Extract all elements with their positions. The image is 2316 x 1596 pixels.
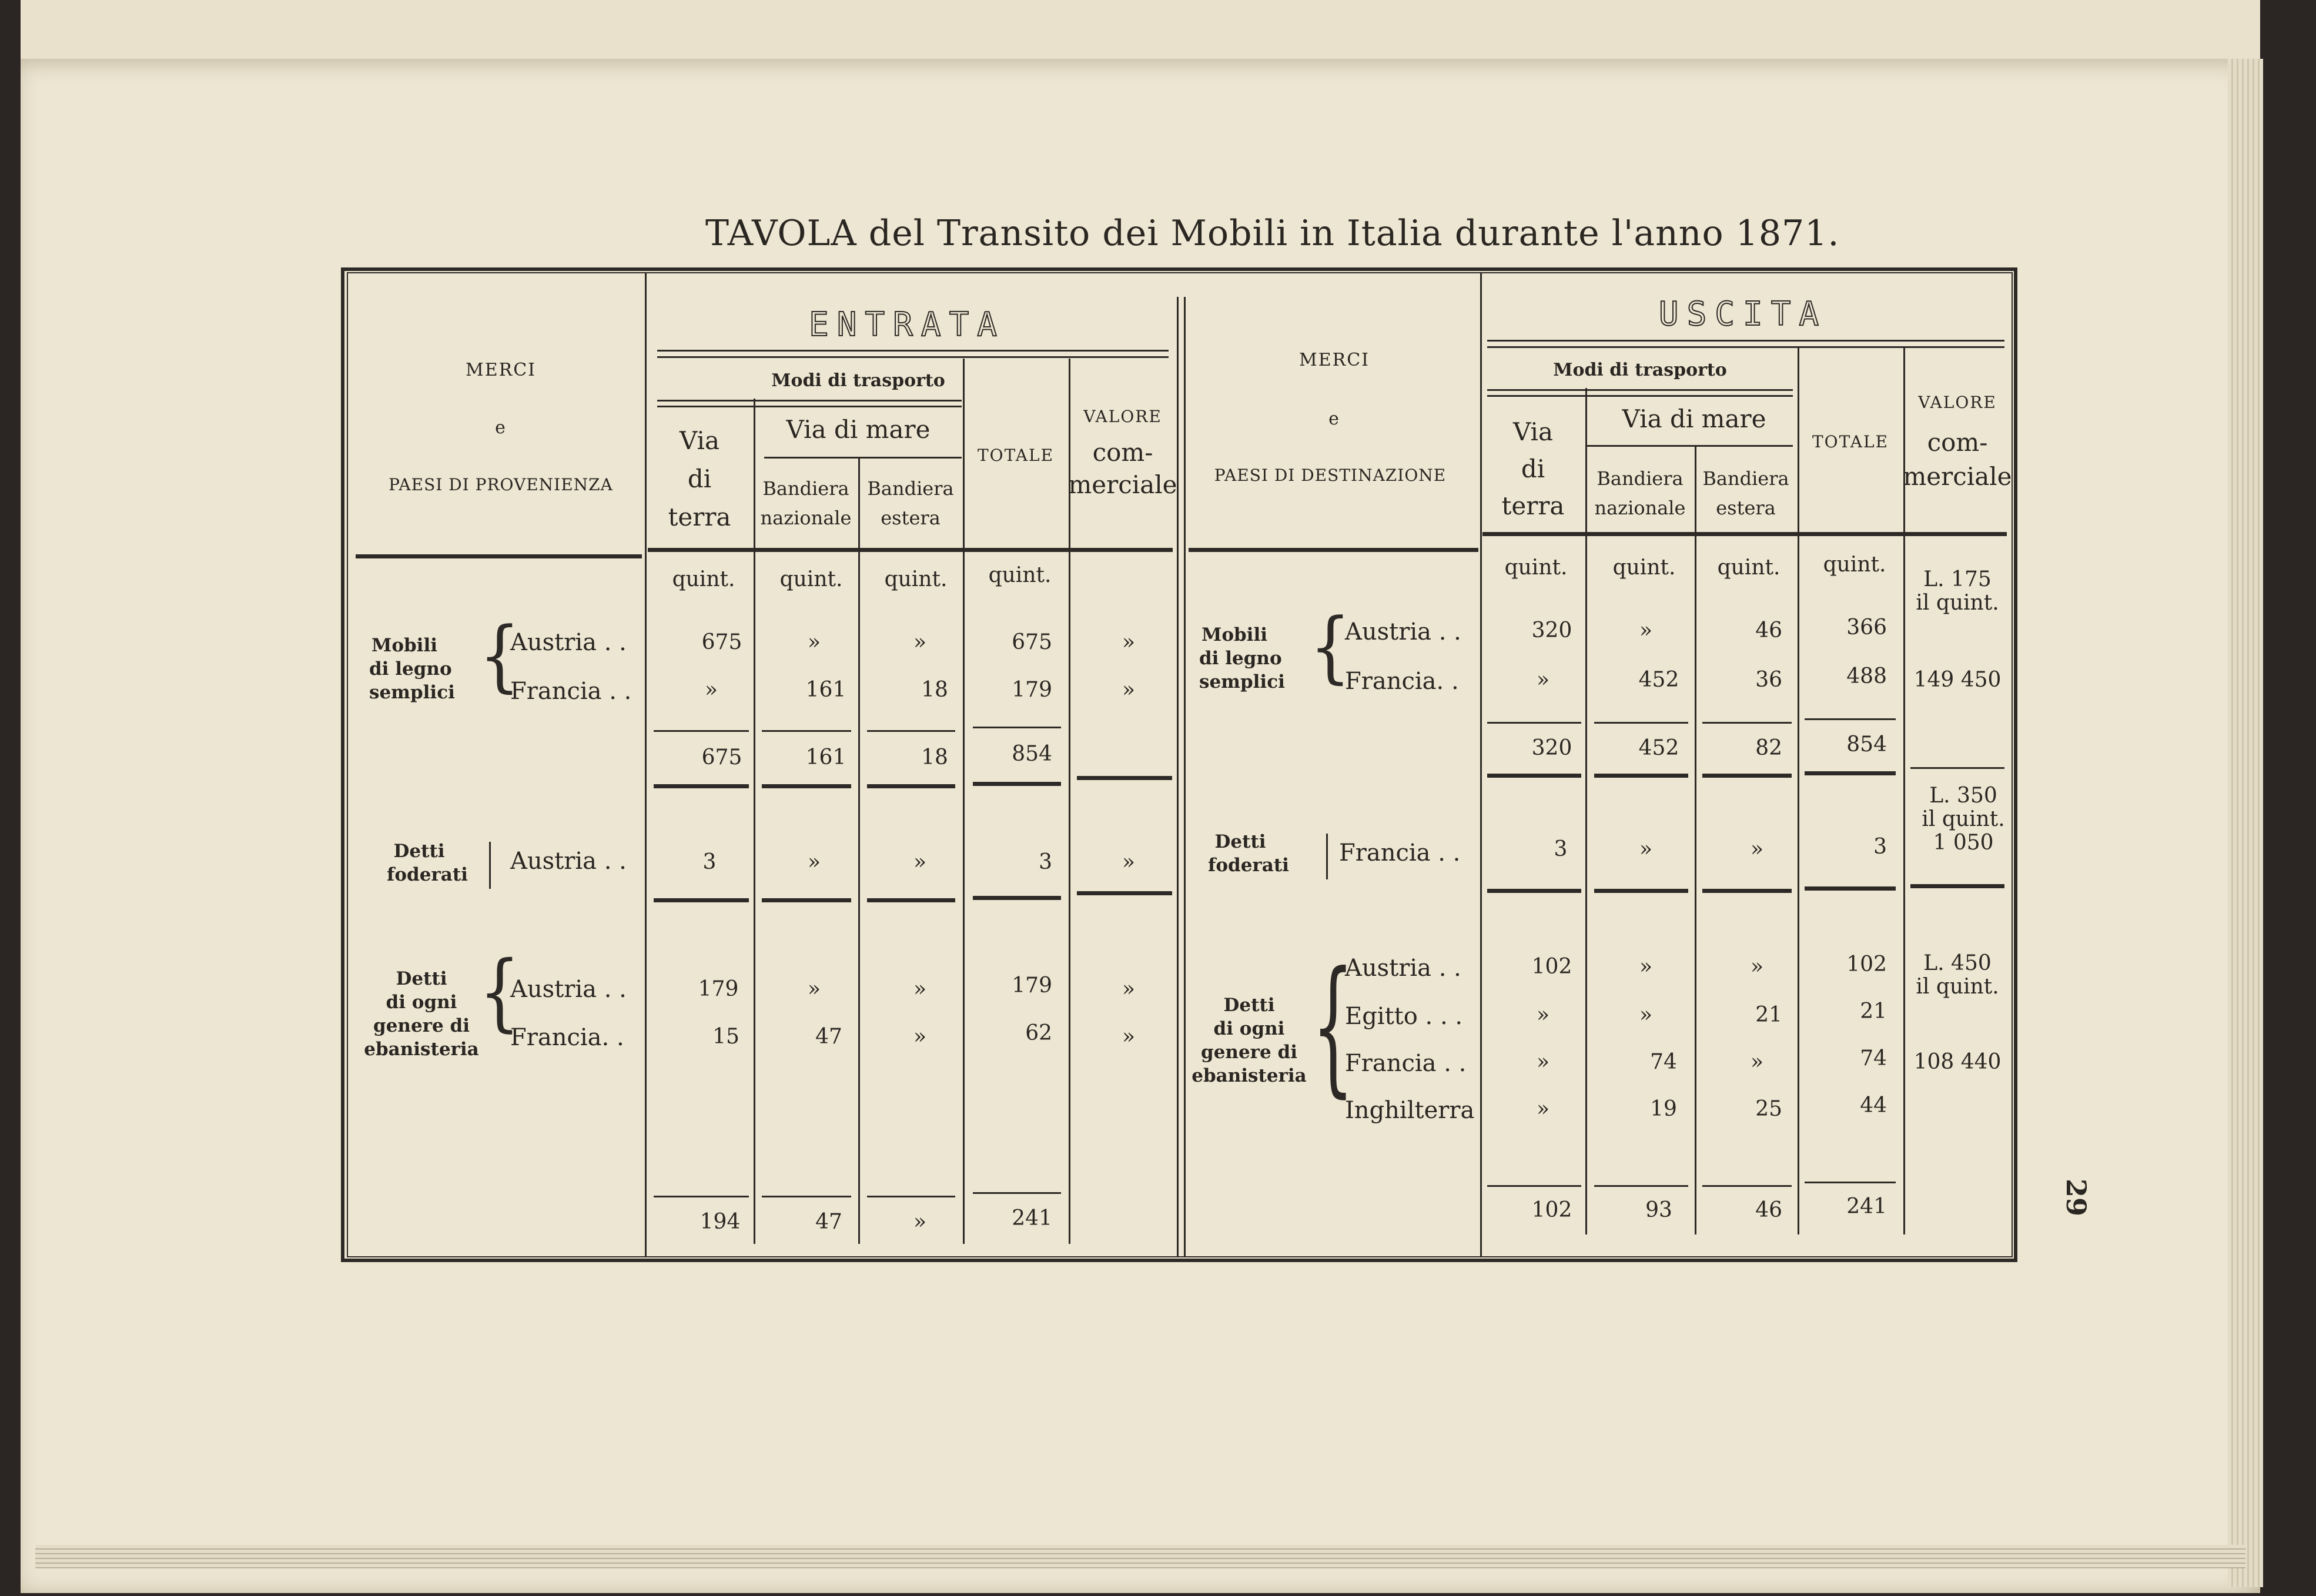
unit-label: quint. bbox=[1717, 556, 1780, 580]
country-label: Francia. . bbox=[1345, 668, 1459, 695]
country-label: Austria . . bbox=[510, 976, 627, 1003]
section-rule bbox=[1594, 889, 1688, 893]
cell-terra: 3 bbox=[702, 850, 717, 874]
country-label: Inghilterra bbox=[1345, 1097, 1475, 1124]
subtotal-est: 82 bbox=[1755, 736, 1782, 760]
totale-label: TOTALE bbox=[977, 446, 1055, 465]
subtotal-est: 46 bbox=[1755, 1198, 1782, 1222]
sum-rule bbox=[1702, 722, 1792, 724]
subtotal-terra: 675 bbox=[701, 745, 742, 769]
valore-amount: 108 440 bbox=[1913, 1050, 2002, 1074]
group-foderati-label: Detti foderati bbox=[387, 841, 468, 885]
subtotal-terra: 194 bbox=[700, 1210, 741, 1234]
cell-tot: 62 bbox=[1025, 1021, 1052, 1045]
unit-label: quint. bbox=[884, 567, 948, 591]
cell-est: » bbox=[913, 850, 927, 874]
cell-tot: 179 bbox=[1012, 678, 1052, 702]
header-rule bbox=[1487, 340, 2004, 342]
subtotal-naz: 47 bbox=[815, 1210, 842, 1234]
cell-terra: » bbox=[704, 678, 718, 702]
valore-l2: com- bbox=[1092, 438, 1153, 467]
brace-icon: { bbox=[479, 942, 520, 1041]
cell-est: 46 bbox=[1755, 618, 1782, 643]
cell-naz: 19 bbox=[1650, 1097, 1677, 1121]
brace-icon: { bbox=[479, 610, 520, 701]
cell-val: » bbox=[1122, 850, 1136, 874]
subtotal-tot: 854 bbox=[1012, 742, 1052, 766]
col-divider bbox=[754, 399, 755, 1244]
bandiera-naz-l1: Bandiera bbox=[1597, 467, 1684, 490]
valore-amount: 149 450 bbox=[1913, 668, 2002, 692]
cell-naz: » bbox=[807, 850, 821, 874]
sum-rule bbox=[1594, 1185, 1688, 1187]
via-terra-l3: terra bbox=[1501, 491, 1565, 520]
sum-rule bbox=[654, 1196, 749, 1197]
via-terra-l2: di bbox=[1521, 454, 1545, 483]
cell-terra: » bbox=[1536, 668, 1550, 692]
header-rule bbox=[657, 356, 1169, 358]
sum-rule bbox=[1805, 1182, 1896, 1183]
col-divider bbox=[1480, 272, 1482, 1257]
sum-rule bbox=[867, 1196, 955, 1197]
subtotal-naz: 452 bbox=[1638, 736, 1679, 760]
unit-label: quint. bbox=[1823, 553, 1886, 577]
header-rule bbox=[1487, 346, 2004, 348]
merci-e-label: e bbox=[495, 417, 507, 438]
merci-e-label: e bbox=[1328, 409, 1340, 429]
section-rule bbox=[762, 898, 851, 902]
country-label: Francia . . bbox=[1345, 1050, 1467, 1077]
subtotal-est: » bbox=[913, 1210, 927, 1234]
subtotal-est: 18 bbox=[921, 745, 948, 769]
header-bottom-rule bbox=[648, 548, 1173, 552]
cell-naz: 452 bbox=[1638, 668, 1679, 692]
totale-label: TOTALE bbox=[1812, 432, 1889, 451]
country-label: Austria . . bbox=[1345, 618, 1461, 645]
cell-tot: 21 bbox=[1860, 999, 1887, 1023]
via-terra-l2: di bbox=[687, 464, 712, 493]
cell-tot: 488 bbox=[1846, 664, 1887, 688]
merci-label: MERCI bbox=[465, 360, 537, 380]
uscita-heading: USCITA bbox=[1658, 295, 1828, 333]
group-mobili-label: Mobili di legno semplici bbox=[369, 635, 455, 703]
cell-est: 18 bbox=[921, 678, 948, 702]
section-rule bbox=[1805, 886, 1896, 891]
page-number: 29 bbox=[2060, 1178, 2093, 1217]
valore-price-unit: il quint. bbox=[1916, 975, 1999, 999]
group-ogni-label: Detti di ogni genere di ebanisteria bbox=[1192, 995, 1307, 1086]
cell-terra: 3 bbox=[1554, 837, 1568, 861]
sum-rule bbox=[1594, 722, 1688, 724]
section-rule bbox=[654, 898, 749, 902]
sum-rule bbox=[1487, 1185, 1581, 1187]
cell-naz: 161 bbox=[805, 678, 846, 702]
valore-price-unit: il quint. bbox=[1916, 591, 1999, 615]
cell-est: 21 bbox=[1755, 1003, 1782, 1027]
paesi-destinazione-label: PAESI DI DESTINAZIONE bbox=[1214, 466, 1447, 485]
bandiera-est-l2: estera bbox=[881, 507, 941, 529]
section-rule bbox=[1594, 774, 1688, 778]
col-divider bbox=[645, 272, 647, 1257]
country-label: Francia . . bbox=[1339, 839, 1461, 866]
section-rule bbox=[1702, 774, 1792, 778]
unit-label: quint. bbox=[672, 567, 735, 591]
section-rule bbox=[1805, 771, 1896, 775]
entrata-heading: ENTRATA bbox=[808, 306, 1006, 344]
country-label: Francia. . bbox=[510, 1024, 624, 1051]
valore-l3: merciale bbox=[1068, 470, 1177, 499]
merci-label: MERCI bbox=[1298, 350, 1370, 370]
bandiera-est-l1: Bandiera bbox=[867, 477, 954, 500]
brace-icon: { bbox=[1312, 940, 1354, 1111]
via-mare-label: Via di mare bbox=[786, 415, 931, 444]
cell-naz: 74 bbox=[1650, 1050, 1677, 1074]
cell-naz: » bbox=[1639, 1003, 1653, 1027]
sum-rule bbox=[1702, 1185, 1792, 1187]
sum-rule bbox=[762, 1196, 851, 1197]
valore-l1: VALORE bbox=[1083, 407, 1162, 426]
cell-tot: 675 bbox=[1012, 630, 1052, 654]
unit-label: quint. bbox=[988, 563, 1052, 587]
sum-rule bbox=[973, 1192, 1061, 1194]
subtotal-terra: 102 bbox=[1531, 1198, 1572, 1222]
cell-tot: 102 bbox=[1846, 952, 1887, 976]
cell-tot: 44 bbox=[1860, 1093, 1887, 1117]
cell-tot: 3 bbox=[1873, 835, 1887, 859]
via-terra-l1: Via bbox=[679, 426, 720, 455]
header-rule bbox=[1587, 445, 1793, 447]
cell-val: » bbox=[1122, 1025, 1136, 1049]
valore-price: L. 350 bbox=[1929, 784, 1997, 808]
header-rule bbox=[1487, 389, 1793, 391]
subtotal-naz: 161 bbox=[805, 745, 846, 769]
cell-est: » bbox=[913, 1025, 927, 1049]
modi-trasporto-label: Modi di trasporto bbox=[1553, 360, 1727, 380]
valore-l1: VALORE bbox=[1918, 393, 1997, 412]
subtotal-terra: 320 bbox=[1531, 736, 1572, 760]
sum-rule bbox=[654, 730, 749, 732]
section-rule bbox=[1702, 889, 1792, 893]
col-divider bbox=[1184, 297, 1186, 1257]
cell-naz: 47 bbox=[815, 1025, 842, 1049]
col-divider bbox=[858, 459, 860, 1244]
cell-est: » bbox=[1750, 1050, 1763, 1074]
header-bottom-rule bbox=[356, 554, 642, 558]
sum-rule bbox=[973, 727, 1061, 728]
subtotal-tot: 241 bbox=[1012, 1206, 1052, 1230]
group-foderati-label: Detti foderati bbox=[1208, 831, 1289, 876]
cell-terra: » bbox=[1536, 1097, 1550, 1121]
country-label: Austria . . bbox=[510, 848, 627, 875]
section-rule bbox=[654, 784, 749, 788]
cell-val: » bbox=[1122, 630, 1136, 654]
cell-val: » bbox=[1122, 977, 1136, 1001]
col-divider bbox=[963, 359, 965, 1244]
section-rule bbox=[1487, 774, 1581, 778]
header-rule bbox=[657, 400, 962, 401]
cell-tot: 366 bbox=[1846, 615, 1887, 640]
group-ogni-label: Detti di ogni genere di ebanisteria bbox=[364, 968, 479, 1060]
header-rule bbox=[657, 406, 962, 407]
brace-icon: { bbox=[1310, 601, 1351, 692]
cell-tot: 74 bbox=[1860, 1046, 1887, 1070]
col-divider bbox=[1695, 447, 1696, 1234]
bandiera-est-l1: Bandiera bbox=[1702, 467, 1789, 490]
valore-l2: com- bbox=[1927, 428, 1988, 457]
valore-amount: 1 050 bbox=[1933, 831, 1994, 855]
cell-naz: » bbox=[807, 977, 821, 1001]
sum-rule bbox=[762, 730, 851, 732]
cell-naz: » bbox=[1639, 618, 1653, 643]
section-rule bbox=[1910, 884, 2004, 888]
unit-label: quint. bbox=[779, 567, 843, 591]
country-label: Egitto . . . bbox=[1345, 1003, 1463, 1030]
section-rule bbox=[1487, 889, 1581, 893]
col-divider bbox=[1585, 388, 1587, 1234]
country-label: Austria . . bbox=[1345, 955, 1461, 982]
cell-terra: 675 bbox=[701, 630, 742, 654]
col-divider bbox=[1177, 297, 1179, 1257]
group-mobili-label: Mobili di legno semplici bbox=[1199, 624, 1285, 692]
subtotal-tot: 854 bbox=[1846, 732, 1887, 757]
cell-est: » bbox=[1750, 837, 1763, 861]
via-mare-label: Via di mare bbox=[1622, 404, 1766, 433]
header-rule bbox=[657, 350, 1169, 352]
via-terra-l1: Via bbox=[1512, 417, 1554, 446]
section-rule bbox=[867, 898, 955, 902]
bandiera-naz-l2: nazionale bbox=[1594, 497, 1686, 519]
country-label: Francia . . bbox=[510, 678, 632, 705]
section-rule bbox=[867, 784, 955, 788]
valore-price: L. 175 bbox=[1923, 567, 1992, 591]
cell-terra: 102 bbox=[1531, 955, 1572, 979]
section-rule bbox=[973, 782, 1061, 786]
country-label: Austria . . bbox=[510, 629, 627, 656]
section-rule bbox=[973, 896, 1061, 900]
cell-terra: » bbox=[1536, 1050, 1550, 1074]
sum-rule bbox=[867, 730, 955, 732]
modi-trasporto-label: Modi di trasporto bbox=[771, 370, 945, 391]
unit-label: quint. bbox=[1612, 556, 1676, 580]
sum-rule bbox=[1487, 722, 1581, 724]
header-rule bbox=[764, 457, 962, 459]
header-bottom-rule bbox=[1482, 532, 2007, 536]
sum-rule bbox=[1805, 718, 1896, 720]
col-divider bbox=[1798, 347, 1799, 1234]
subtotal-tot: 241 bbox=[1846, 1195, 1887, 1219]
bandiera-naz-l1: Bandiera bbox=[762, 477, 849, 500]
via-terra-l3: terra bbox=[668, 503, 731, 531]
cell-tot: 179 bbox=[1012, 973, 1052, 998]
header-rule bbox=[1487, 395, 1793, 397]
cell-naz: » bbox=[1639, 837, 1653, 861]
bracket-line bbox=[1326, 834, 1328, 879]
cell-terra: » bbox=[1536, 1003, 1550, 1027]
cell-est: 36 bbox=[1755, 668, 1782, 692]
cell-terra: 179 bbox=[698, 977, 739, 1001]
section-rule bbox=[762, 784, 851, 788]
valore-l3: merciale bbox=[1903, 462, 2012, 491]
cell-est: » bbox=[1750, 955, 1763, 979]
valore-price-unit: il quint. bbox=[1922, 807, 2005, 831]
cell-est: » bbox=[913, 977, 927, 1001]
subtotal-naz: 93 bbox=[1645, 1198, 1672, 1222]
bracket-line bbox=[489, 842, 491, 889]
cell-val: » bbox=[1122, 678, 1136, 702]
cell-naz: » bbox=[1639, 955, 1653, 979]
page-stack-bottom bbox=[35, 1545, 2245, 1568]
section-rule bbox=[1077, 891, 1172, 895]
page-title: TAVOLA del Transito dei Mobili in Italia durante l'anno 1871. bbox=[705, 213, 1840, 254]
section-rule bbox=[1077, 776, 1172, 780]
cell-tot: 3 bbox=[1039, 850, 1052, 874]
valore-price: L. 450 bbox=[1923, 951, 1992, 975]
cell-est: 25 bbox=[1755, 1097, 1782, 1121]
header-bottom-rule bbox=[1189, 548, 1478, 552]
bandiera-naz-l2: nazionale bbox=[760, 507, 852, 529]
cell-terra: 15 bbox=[712, 1025, 739, 1049]
section-rule bbox=[1910, 767, 2004, 769]
unit-label: quint. bbox=[1504, 556, 1568, 580]
cell-est: » bbox=[913, 630, 927, 654]
paesi-provenienza-label: PAESI DI PROVENIENZA bbox=[389, 475, 613, 494]
cell-naz: » bbox=[807, 630, 821, 654]
page-stack-edge bbox=[2228, 59, 2263, 1587]
cell-terra: 320 bbox=[1531, 618, 1572, 643]
bandiera-est-l2: estera bbox=[1716, 497, 1776, 519]
